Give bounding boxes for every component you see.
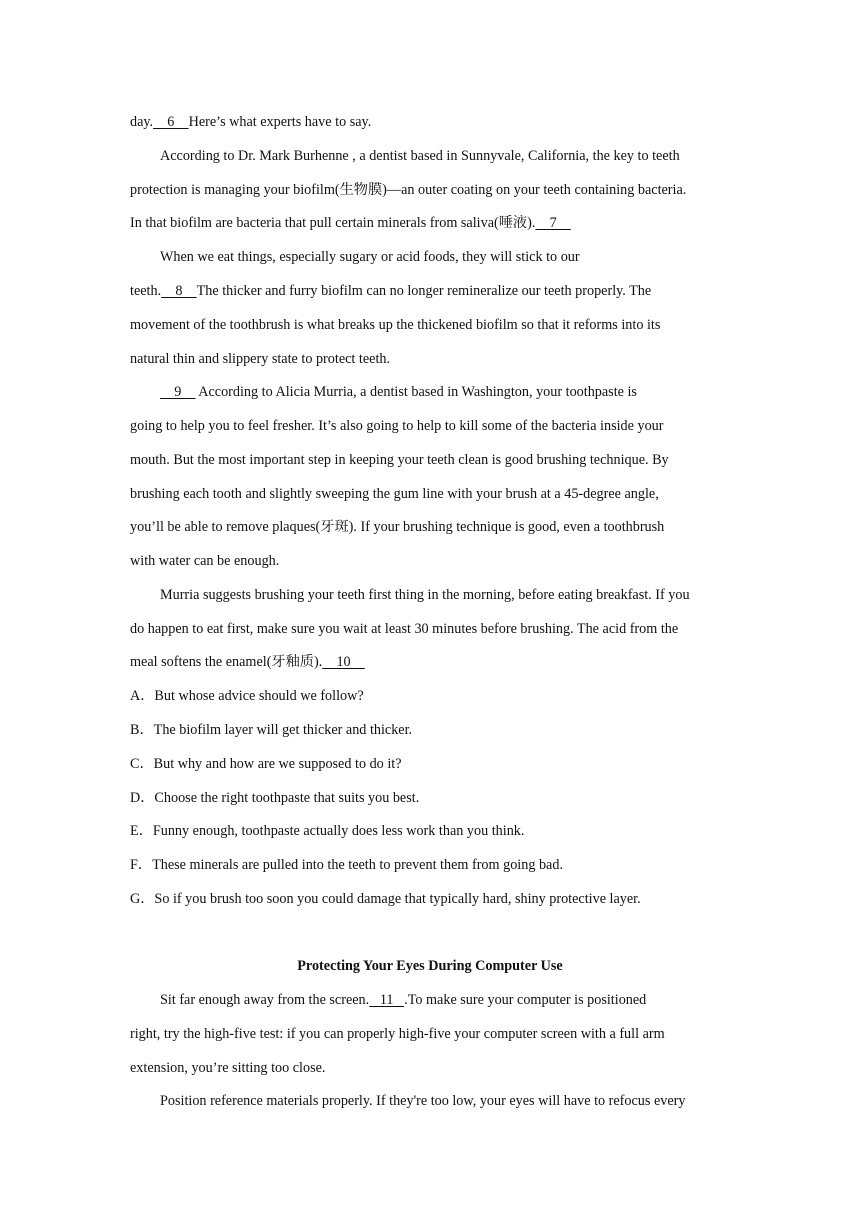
option-e: E．Funny enough, toothpaste actually does less work than you think. (130, 823, 525, 839)
paragraph-4-line-1 (160, 383, 637, 401)
paragraph-6-line-1 (160, 991, 646, 1009)
text-segment: day. (130, 114, 154, 130)
option-b: B．The biofilm layer will get thicker and thicker. (130, 722, 413, 738)
blank-7: 7 (535, 215, 571, 231)
paragraph-3-line-4: natural thin and slippery state to protect teeth. (130, 351, 391, 367)
section-title: Protecting Your Eyes During Computer Use (297, 958, 563, 974)
paragraph-3-line-2 (130, 282, 651, 300)
paragraph-2-line-1: According to Dr. Mark Burhenne , a dentist based in Sunnyvale, California, the key to teeth (160, 148, 680, 164)
text-segment: .To make sure your computer is positioned (404, 992, 647, 1008)
blank-10: 10 (322, 654, 365, 670)
paragraph-4-line-2: going to help you to feel fresher. It’s also going to help to kill some of the bacteria inside your (130, 418, 664, 434)
option-g: G．So if you brush too soon you could damage that typically hard, shiny protective layer. (130, 891, 641, 907)
paragraph-3-line-1: When we eat things, especially sugary or acid foods, they will stick to our (160, 249, 580, 265)
paragraph-6-line-2: right, try the high-five test: if you can properly high-five your computer screen with a full arm (130, 1026, 665, 1042)
paragraph-4-line-5: you’ll be able to remove plaques(牙斑). If your brushing technique is good, even a toothbrush (130, 519, 665, 535)
blank-11: 11 (369, 992, 405, 1008)
paragraph-2-line-2: protection is managing your biofilm(生物膜)—an outer coating on your teeth containing bacteria. (130, 182, 687, 198)
text-segment: meal softens the enamel(牙釉质). (130, 654, 323, 670)
text-segment: Sit far enough away from the screen. (160, 992, 370, 1008)
paragraph-5-line-2: do happen to eat first, make sure you wait at least 30 minutes before brushing. The acid from the (130, 621, 679, 637)
blank-6: 6 (153, 114, 189, 130)
paragraph-4-line-6: with water can be enough. (130, 553, 280, 569)
option-d: D．Choose the right toothpaste that suits you best. (130, 790, 420, 806)
paragraph-4-line-3: mouth. But the most important step in keeping your teeth clean is good brushing technique. By (130, 452, 669, 468)
option-c: C．But why and how are we supposed to do it? (130, 756, 402, 772)
paragraph-3-line-3: movement of the toothbrush is what breaks up the thickened biofilm so that it reforms into its (130, 317, 661, 333)
blank-9: 9 (160, 384, 196, 400)
text-segment: The thicker and furry biofilm can no longer remineralize our teeth properly. The (196, 283, 652, 299)
paragraph-4-line-4: brushing each tooth and slightly sweeping the gum line with your brush at a 45-degree angle, (130, 486, 659, 502)
paragraph-1-line-1 (130, 113, 371, 131)
text-segment: According to Alicia Murria, a dentist based in Washington, your toothpaste is (195, 384, 637, 400)
paragraph-5-line-3 (130, 653, 365, 671)
text-segment: teeth. (130, 283, 162, 299)
text-segment: Here’s what experts have to say. (188, 114, 372, 130)
option-f: F．These minerals are pulled into the teeth to prevent them from going bad. (130, 857, 563, 873)
blank-8: 8 (161, 283, 197, 299)
paragraph-6-line-3: extension, you’re sitting too close. (130, 1060, 326, 1076)
option-a: A．But whose advice should we follow? (130, 688, 364, 704)
text-segment: In that biofilm are bacteria that pull certain minerals from saliva(唾液). (130, 215, 536, 231)
paragraph-2-line-3 (130, 214, 571, 232)
paragraph-7-line-1: Position reference materials properly. If they're too low, your eyes will have to refocus every (160, 1093, 686, 1109)
paragraph-5-line-1: Murria suggests brushing your teeth first thing in the morning, before eating breakfast. If you (160, 587, 690, 603)
